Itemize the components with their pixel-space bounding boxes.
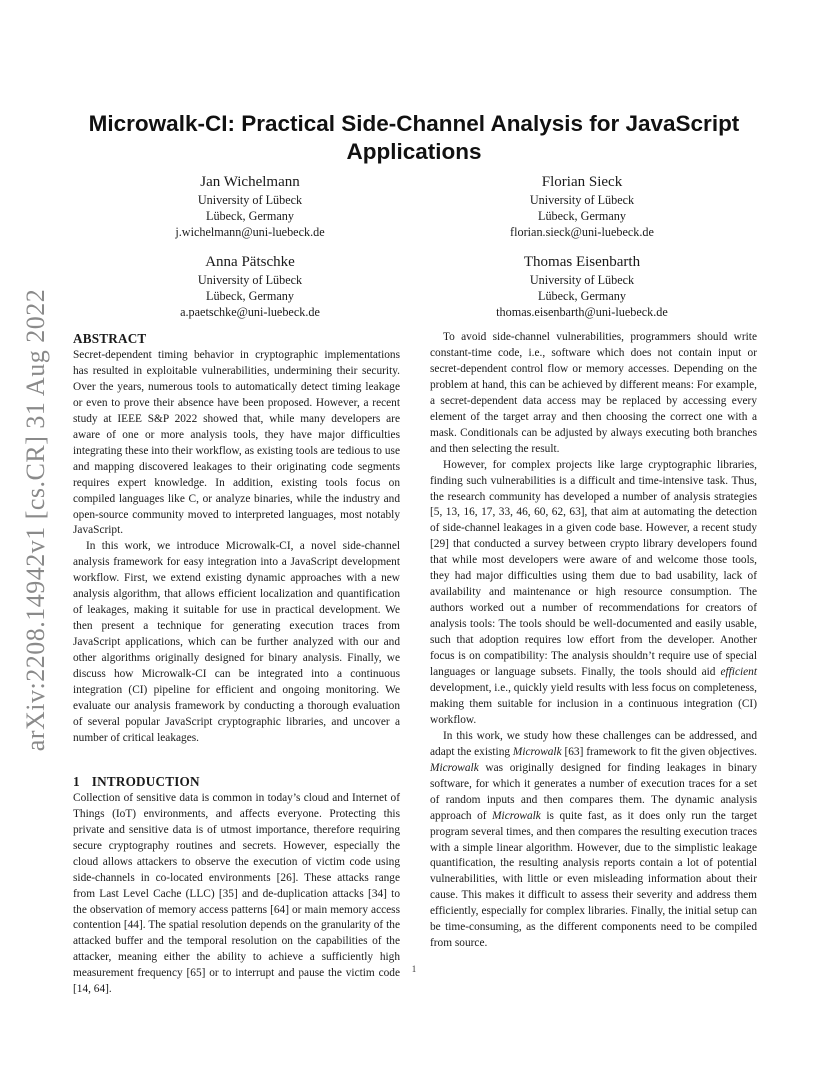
introduction-paragraph-4 <box>430 729 757 952</box>
page-number: 1 <box>411 964 417 974</box>
introduction-paragraph-1: Collection of sensitive data is common in today’s cloud and Internet of Things (IoT) environments, and affects everyone. Protecting this private and sensitive data is of utmost importance, therefore requiring secure cryptography routines and secrets. However, especially the cloud allows attackers to observe the execution of victim code using side-channels in co-located environments [26]. These attacks range from Last Level Cache (LLC) [35] and de-duplication attacks [34] to the observation of memory access patterns [64] or main memory access contention [44]. The spatial resolution depends on the granularity of the attacked buffer and the temporal resolution on the capabilities of the attacker, meaning either the ability to achieve a sufficiently high measurement frequency [65] or to interrupt and pause the victim code [14, 64]. <box>73 791 400 996</box>
author-block-3 <box>120 253 380 320</box>
author-email: florian.sieck@uni-luebeck.de <box>510 225 654 239</box>
author-affiliation: University of Lübeck <box>529 193 635 207</box>
author-location: Lübeck, Germany <box>538 209 626 223</box>
author-name: Anna Pätschke <box>205 254 295 270</box>
paragraph-text: In this work, we study how these challenges can be addressed, and adapt the existing <box>430 729 757 758</box>
paragraph-text: was originally designed for finding leakages in binary software, for which it generates a number of execution traces for a set of random inputs and then compares them. The dynamic analysis approach of <box>430 761 757 822</box>
paragraph-text: development, i.e., quickly yield results with less focus on completeness, making them suitable for inclusion in a continuous integration (CI) workflow. <box>430 681 758 726</box>
author-name: Florian Sieck <box>541 174 623 190</box>
section-number: 1 <box>73 773 80 789</box>
introduction-heading <box>73 773 400 790</box>
abstract-paragraph-2: In this work, we introduce Microwalk-CI, a novel side-channel analysis framework for easy integration into a JavaScript development workflow. First, we extend existing dynamic approaches with a new analysis algorithm, that allows efficient localization and quantification of leakages, making it suitable for use in practical development. We then present a technique for generating execution traces from JavaScript applications, which can be further analyzed with our and other algorithms originally designed for binary analysis. Finally, we discuss how Microwalk-CI can be integrated into a continuous integration (CI) pipeline for efficient and ongoing monitoring. We evaluate our analysis framework by conducting a thorough evaluation of several popular JavaScript cryptographic libraries, and uncover a number of critical leakages. <box>73 540 400 744</box>
right-column <box>430 330 757 952</box>
paragraph-text: However, for complex projects like large cryptographic libraries, finding such vulnerabilities is a difficult and time-intensive task. Thus, the research community has developed a number of analysis strategies [5, 13, 16, 17, 33, 46, 60, 62, 63], that aim at automating the detection of side-channel leakages in a given code base. However, a recent study [29] that conducted a survey between crypto library developers found that while most developers were aware of and welcome those tools, they had major difficulties using them due to bad usability, lack of availability and maintenance or high resource consumption. The authors worked out a number of recommendations for creators of analysis tools: The tools should be well-documented and easily usable, such that adoption requires low effort from the developer. Another focus is on compatibility: The analysis shouldn’t require use of special languages or language subsets. Finally, the tools should aid <box>430 458 757 679</box>
author-block-4 <box>452 253 712 320</box>
introduction-paragraph-3 <box>430 458 757 729</box>
author-email: j.wichelmann@uni-luebeck.de <box>175 225 325 239</box>
author-location: Lübeck, Germany <box>206 209 294 223</box>
author-affiliation: University of Lübeck <box>197 273 303 287</box>
introduction-paragraph-2: To avoid side-channel vulnerabilities, programmers should write constant-time code, i.e., software which does not contain input or secret-dependent control flow or memory accesses. Depending on the problem at hand, this can be achieved by different means: For example, a secret-dependent data access may be replaced by accessing every element of the target array and then choosing the correct one with a mask. Conditionals can be adjusted by always executing both branches and then selecting the result. <box>430 331 757 455</box>
arxiv-identifier-stamp <box>6 280 66 760</box>
emphasis-text: efficient <box>720 666 757 679</box>
author-location: Lübeck, Germany <box>206 289 294 303</box>
arxiv-identifier-text: arXiv:2208.14942v1 [cs.CR] 31 Aug 2022 <box>21 288 51 752</box>
author-email: a.paetschke@uni-luebeck.de <box>180 305 320 319</box>
author-affiliation: University of Lübeck <box>197 193 303 207</box>
emphasis-text: Microwalk <box>430 761 479 774</box>
author-affiliation: University of Lübeck <box>529 273 635 287</box>
emphasis-text: Microwalk <box>512 745 562 758</box>
paragraph-text: is quite fast, as it does only run the target program several times, and then compares the resulting execution traces with a simple linear algorithm. However, due to the simplistic leakage quantification, the resulting analysis reports contain a lot of potential vulnerabilities, with little or even misleading information about their cause. This makes it difficult to assess their severity and address them efficiently, especially for complex libraries. Finally, the initial setup can be time-consuming, as the different components need to be compiled from source. <box>430 809 757 950</box>
paper-title: Microwalk-CI: Practical Side-Channel Analysis for JavaScript Applications <box>88 111 740 164</box>
author-block-1 <box>120 173 380 240</box>
author-location: Lübeck, Germany <box>538 289 626 303</box>
left-column <box>73 330 400 998</box>
abstract-paragraph-1: Secret-dependent timing behavior in cryptographic implementations has resulted in exploitable vulnerabilities, undermining their security. Over the years, numerous tools to automatically detect timing leakage or even to prove their absence have been proposed. However, a recent study at IEEE S&P 2022 showed that, while many developers are aware of one or more analysis tools, they have major difficulties integrating these into their workflow, as existing tools are tedious to use and mapping discovered leakages to their originating code segments requires expert knowledge. In addition, existing tools focus on compiled languages like C, or analyze binaries, while the industry and open-source community moved to interpreted languages, most notably JavaScript. <box>73 349 400 537</box>
abstract-heading: ABSTRACT <box>73 331 147 346</box>
author-block-2 <box>452 173 712 240</box>
author-name: Thomas Eisenbarth <box>523 254 641 270</box>
section-title: INTRODUCTION <box>91 773 200 789</box>
author-name: Jan Wichelmann <box>200 174 300 190</box>
paragraph-text: [63] framework to fit the given objectives. <box>561 745 757 758</box>
author-email: thomas.eisenbarth@uni-luebeck.de <box>496 305 668 319</box>
emphasis-text: Microwalk <box>492 809 541 822</box>
